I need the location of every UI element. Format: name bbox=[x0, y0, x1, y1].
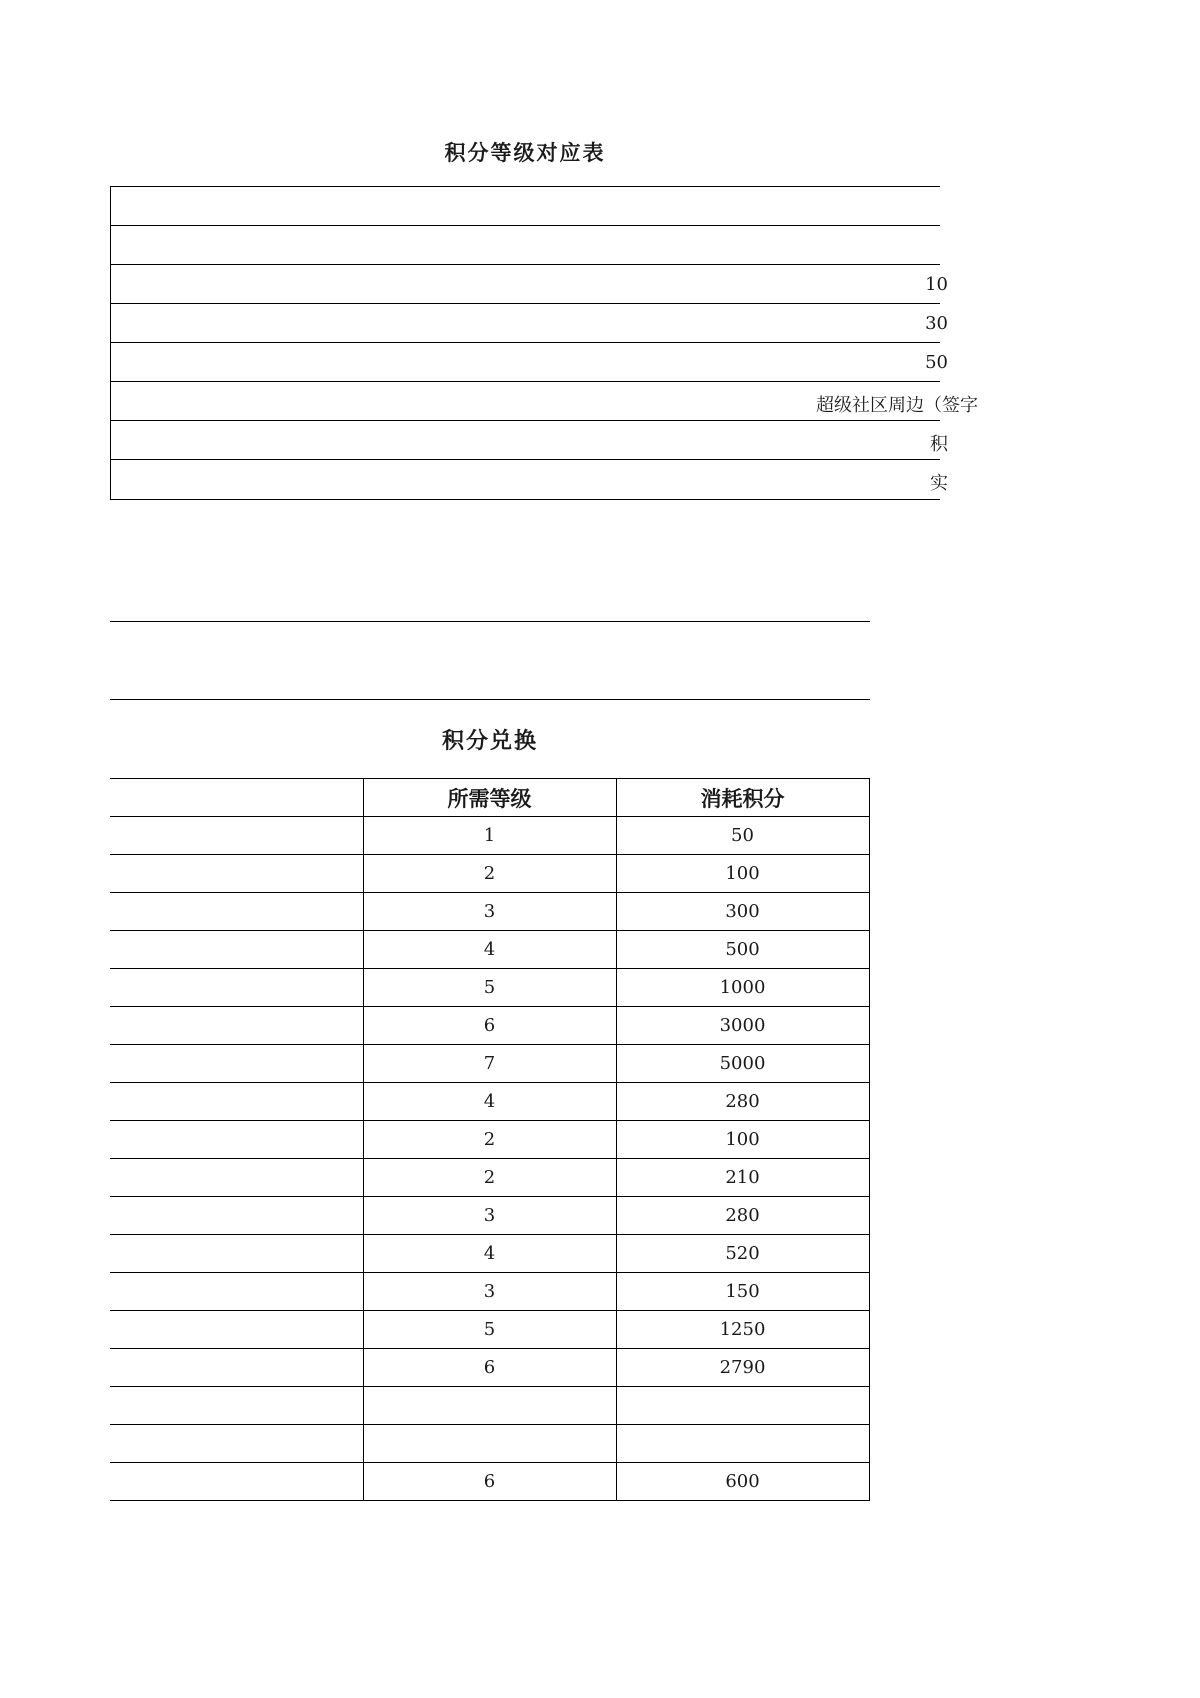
points-cell: 100 bbox=[616, 1121, 869, 1159]
item-cell bbox=[110, 893, 363, 931]
exchange-table-title: 积分兑换 bbox=[441, 728, 538, 754]
table-row bbox=[110, 1235, 869, 1273]
cell-value: 50 bbox=[925, 352, 948, 373]
divider bbox=[110, 699, 870, 700]
item-cell bbox=[110, 1121, 363, 1159]
table-row bbox=[110, 1387, 869, 1425]
level-cell: 3 bbox=[363, 1273, 616, 1311]
points-cell: 150 bbox=[616, 1273, 869, 1311]
item-cell bbox=[110, 1045, 363, 1083]
points-cell: 500 bbox=[616, 931, 869, 969]
level-cell: 3 bbox=[363, 1197, 616, 1235]
item-cell bbox=[110, 1235, 363, 1273]
points-cell: 2790 bbox=[616, 1349, 869, 1387]
level-cell: 6 bbox=[363, 1007, 616, 1045]
points-cell bbox=[616, 1425, 869, 1463]
points-cell: 600 bbox=[616, 1463, 869, 1501]
points-cell bbox=[616, 1387, 869, 1425]
level-cell: 5 bbox=[363, 1311, 616, 1349]
level-cell: 2 bbox=[363, 1159, 616, 1197]
table-row bbox=[110, 342, 948, 381]
level-cell bbox=[363, 1425, 616, 1463]
table-row bbox=[110, 1273, 869, 1311]
level-cell: 1 bbox=[363, 817, 616, 855]
item-cell bbox=[110, 1387, 363, 1425]
cell-value: 30 bbox=[925, 313, 948, 334]
table-row bbox=[110, 1083, 869, 1121]
level-cell: 6 bbox=[363, 1349, 616, 1387]
level-cell: 2 bbox=[363, 855, 616, 893]
table-row bbox=[110, 225, 940, 264]
points-cell: 520 bbox=[616, 1235, 869, 1273]
item-cell bbox=[110, 931, 363, 969]
table-row bbox=[110, 1197, 869, 1235]
table-row bbox=[110, 1007, 869, 1045]
header-row bbox=[110, 779, 869, 817]
points-cell: 1000 bbox=[616, 969, 869, 1007]
table-row bbox=[110, 855, 869, 893]
item-cell bbox=[110, 1273, 363, 1311]
item-cell bbox=[110, 1311, 363, 1349]
item-cell bbox=[110, 1007, 363, 1045]
points-cell: 280 bbox=[616, 1197, 869, 1235]
points-cell: 100 bbox=[616, 855, 869, 893]
table-row bbox=[110, 1425, 869, 1463]
item-cell bbox=[110, 969, 363, 1007]
level-cell: 7 bbox=[363, 1045, 616, 1083]
cell-value: 积 bbox=[930, 434, 948, 455]
cell-value: 超级社区周边（签字 bbox=[816, 395, 978, 416]
item-cell bbox=[110, 817, 363, 855]
table-row bbox=[110, 186, 940, 225]
item-cell bbox=[110, 855, 363, 893]
table-row bbox=[110, 969, 869, 1007]
header-item bbox=[110, 779, 363, 817]
cell-value: 10 bbox=[925, 274, 948, 295]
table-row bbox=[110, 1121, 869, 1159]
header-level: 所需等级 bbox=[363, 779, 616, 817]
points-cell: 5000 bbox=[616, 1045, 869, 1083]
table-row bbox=[110, 1349, 869, 1387]
table-row bbox=[110, 381, 978, 420]
table-row bbox=[110, 893, 869, 931]
table-row bbox=[110, 1463, 869, 1501]
item-cell bbox=[110, 1083, 363, 1121]
table-row bbox=[110, 931, 869, 969]
level-table bbox=[110, 186, 978, 500]
table-row bbox=[110, 1159, 869, 1197]
cell-value: 实 bbox=[930, 473, 948, 494]
points-cell: 1250 bbox=[616, 1311, 869, 1349]
divider bbox=[110, 621, 870, 622]
points-cell: 300 bbox=[616, 893, 869, 931]
level-cell: 3 bbox=[363, 893, 616, 931]
points-cell: 280 bbox=[616, 1083, 869, 1121]
table-row bbox=[110, 303, 948, 342]
points-cell: 50 bbox=[616, 817, 869, 855]
table-row bbox=[110, 1045, 869, 1083]
item-cell bbox=[110, 1425, 363, 1463]
table-row bbox=[110, 420, 948, 459]
exchange-table bbox=[110, 778, 870, 1501]
header-points: 消耗积分 bbox=[616, 779, 869, 817]
table-row bbox=[110, 817, 869, 855]
level-cell: 4 bbox=[363, 1235, 616, 1273]
level-table-title: 积分等级对应表 bbox=[444, 140, 606, 165]
points-cell: 3000 bbox=[616, 1007, 869, 1045]
item-cell bbox=[110, 1159, 363, 1197]
level-cell: 2 bbox=[363, 1121, 616, 1159]
level-cell: 4 bbox=[363, 931, 616, 969]
table-row bbox=[110, 459, 948, 500]
table-row bbox=[110, 1311, 869, 1349]
level-cell: 4 bbox=[363, 1083, 616, 1121]
item-cell bbox=[110, 1463, 363, 1501]
item-cell bbox=[110, 1349, 363, 1387]
table-row bbox=[110, 264, 948, 303]
points-cell: 210 bbox=[616, 1159, 869, 1197]
level-cell: 5 bbox=[363, 969, 616, 1007]
level-cell bbox=[363, 1387, 616, 1425]
item-cell bbox=[110, 1197, 363, 1235]
level-cell: 6 bbox=[363, 1463, 616, 1501]
